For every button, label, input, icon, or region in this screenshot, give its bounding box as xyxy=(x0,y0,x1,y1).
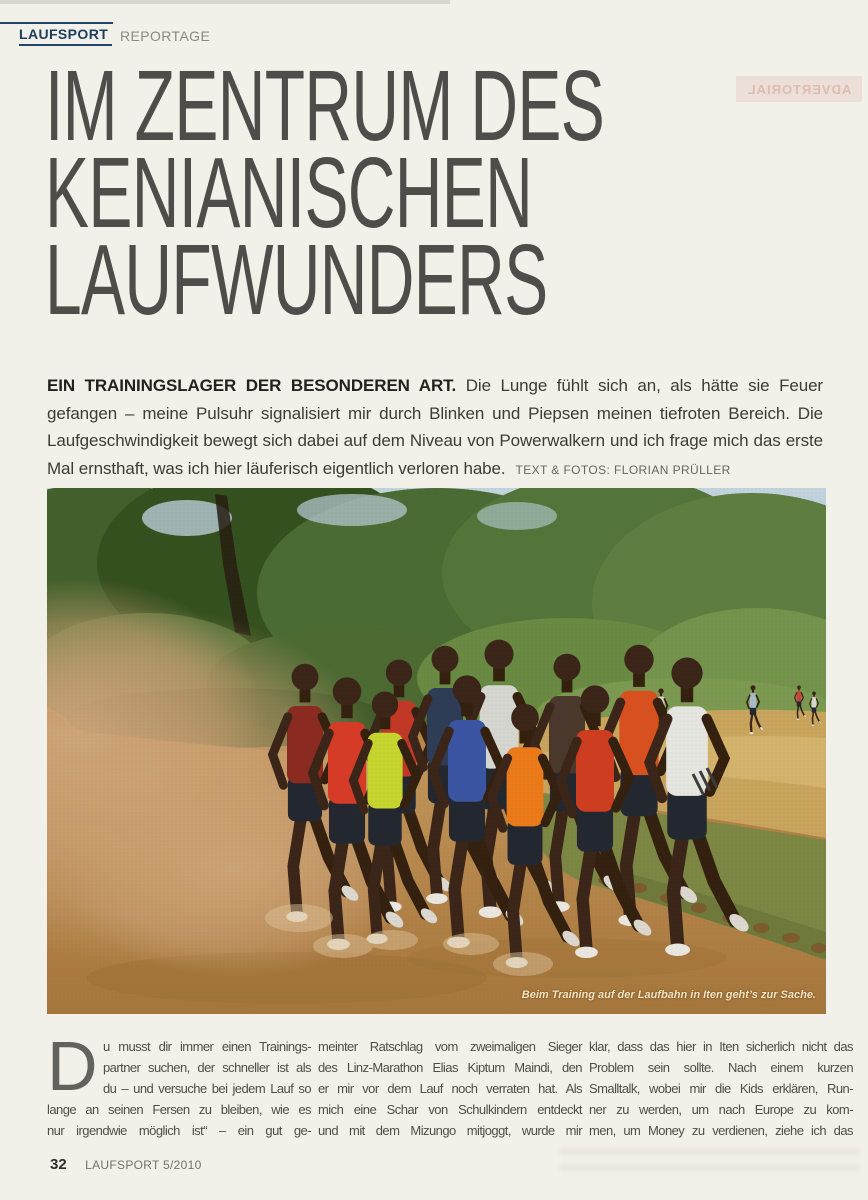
body-line: Smalltalk, wobei mir die Kids erklären, Run- xyxy=(589,1081,853,1096)
section-label: REPORTAGE xyxy=(120,28,211,44)
body-line: klar, dass das hier in Iten sicherlich nicht das xyxy=(589,1039,853,1054)
scan-edge-artifact xyxy=(0,0,450,4)
headline-line-3: LAUFWUNDERS xyxy=(45,224,548,336)
byline: TEXT & FOTOS: FLORIAN PRÜLLER xyxy=(515,462,731,477)
text-column-1 xyxy=(47,1027,311,1141)
headline-line-1: IM ZENTRUM DES xyxy=(45,50,605,162)
page-footer xyxy=(50,1156,202,1174)
masthead-rule xyxy=(0,22,113,24)
body-line: mich eine Schar von Schulkindern entdeckt xyxy=(318,1102,582,1117)
page-number: 32 xyxy=(50,1156,67,1173)
halftone-overlay xyxy=(47,488,826,1014)
body-line: u musst dir immer einen Trainings- xyxy=(103,1039,311,1054)
body-line: nur irgendwie möglich ist“ – ein gut ge- xyxy=(47,1123,311,1138)
magazine-logo: LAUFSPORT xyxy=(19,26,112,46)
body-line: Problem sein sollte. Nach einem kurzen xyxy=(589,1060,853,1075)
body-line: er mir vor dem Lauf noch verraten hat. Als xyxy=(318,1081,582,1096)
body-line: des Linz-Marathon Elias Kiptum Maindi, den xyxy=(318,1060,582,1075)
intro-lead: EIN TRAININGSLAGER DER BESONDEREN ART. xyxy=(47,376,457,395)
body-line: partner suchen, der schneller ist als xyxy=(103,1060,311,1075)
body-line: du – und versuche bei jedem Lauf so xyxy=(103,1081,311,1096)
body-line: und mit dem Mizungo mitjoggt, wurde mir xyxy=(318,1123,582,1138)
magazine-issue: LAUFSPORT 5/2010 xyxy=(85,1158,202,1172)
intro-paragraph xyxy=(47,372,823,484)
article-body xyxy=(47,1027,853,1141)
text-column-2 xyxy=(318,1036,582,1141)
drop-cap: D xyxy=(47,1027,98,1105)
photo-illustration xyxy=(47,488,826,1014)
advertorial-bleedthrough: ADVERTORIAL xyxy=(736,76,862,102)
bleedthrough-text-artifact xyxy=(560,1148,860,1188)
body-line: meinter Ratschlag vom zweimaligen Sieger xyxy=(318,1039,582,1054)
body-line: men, um Money zu verdienen, ziehe ich das xyxy=(589,1123,853,1138)
text-column-3 xyxy=(589,1036,853,1141)
photo-caption: Beim Training auf der Laufbahn in Iten geht’s zur Sache. xyxy=(521,989,816,1001)
intro-body: Die Lunge fühlt sich an, als hätte sie Feuer gefangen – meine Pulsuhr signalisiert mir durch Blinken und Piepsen meinen tiefroten Bereich. Die Laufgeschwindigkeit bewegt sich dabei auf dem Niveau von Powerwalkern und ich frage mich das erste Mal ernsthaft, was ich hier läuferisch eigentlich verloren habe. xyxy=(47,376,823,478)
article-headline xyxy=(45,50,868,336)
headline-line-2: KENIANISCHEN xyxy=(45,137,533,249)
body-line: ner zu werden, um nach Europe zu kom- xyxy=(589,1102,853,1117)
article-photo xyxy=(47,488,826,1014)
body-line: lange an seinen Fersen zu bleiben, wie es xyxy=(47,1102,311,1117)
masthead xyxy=(0,22,400,46)
